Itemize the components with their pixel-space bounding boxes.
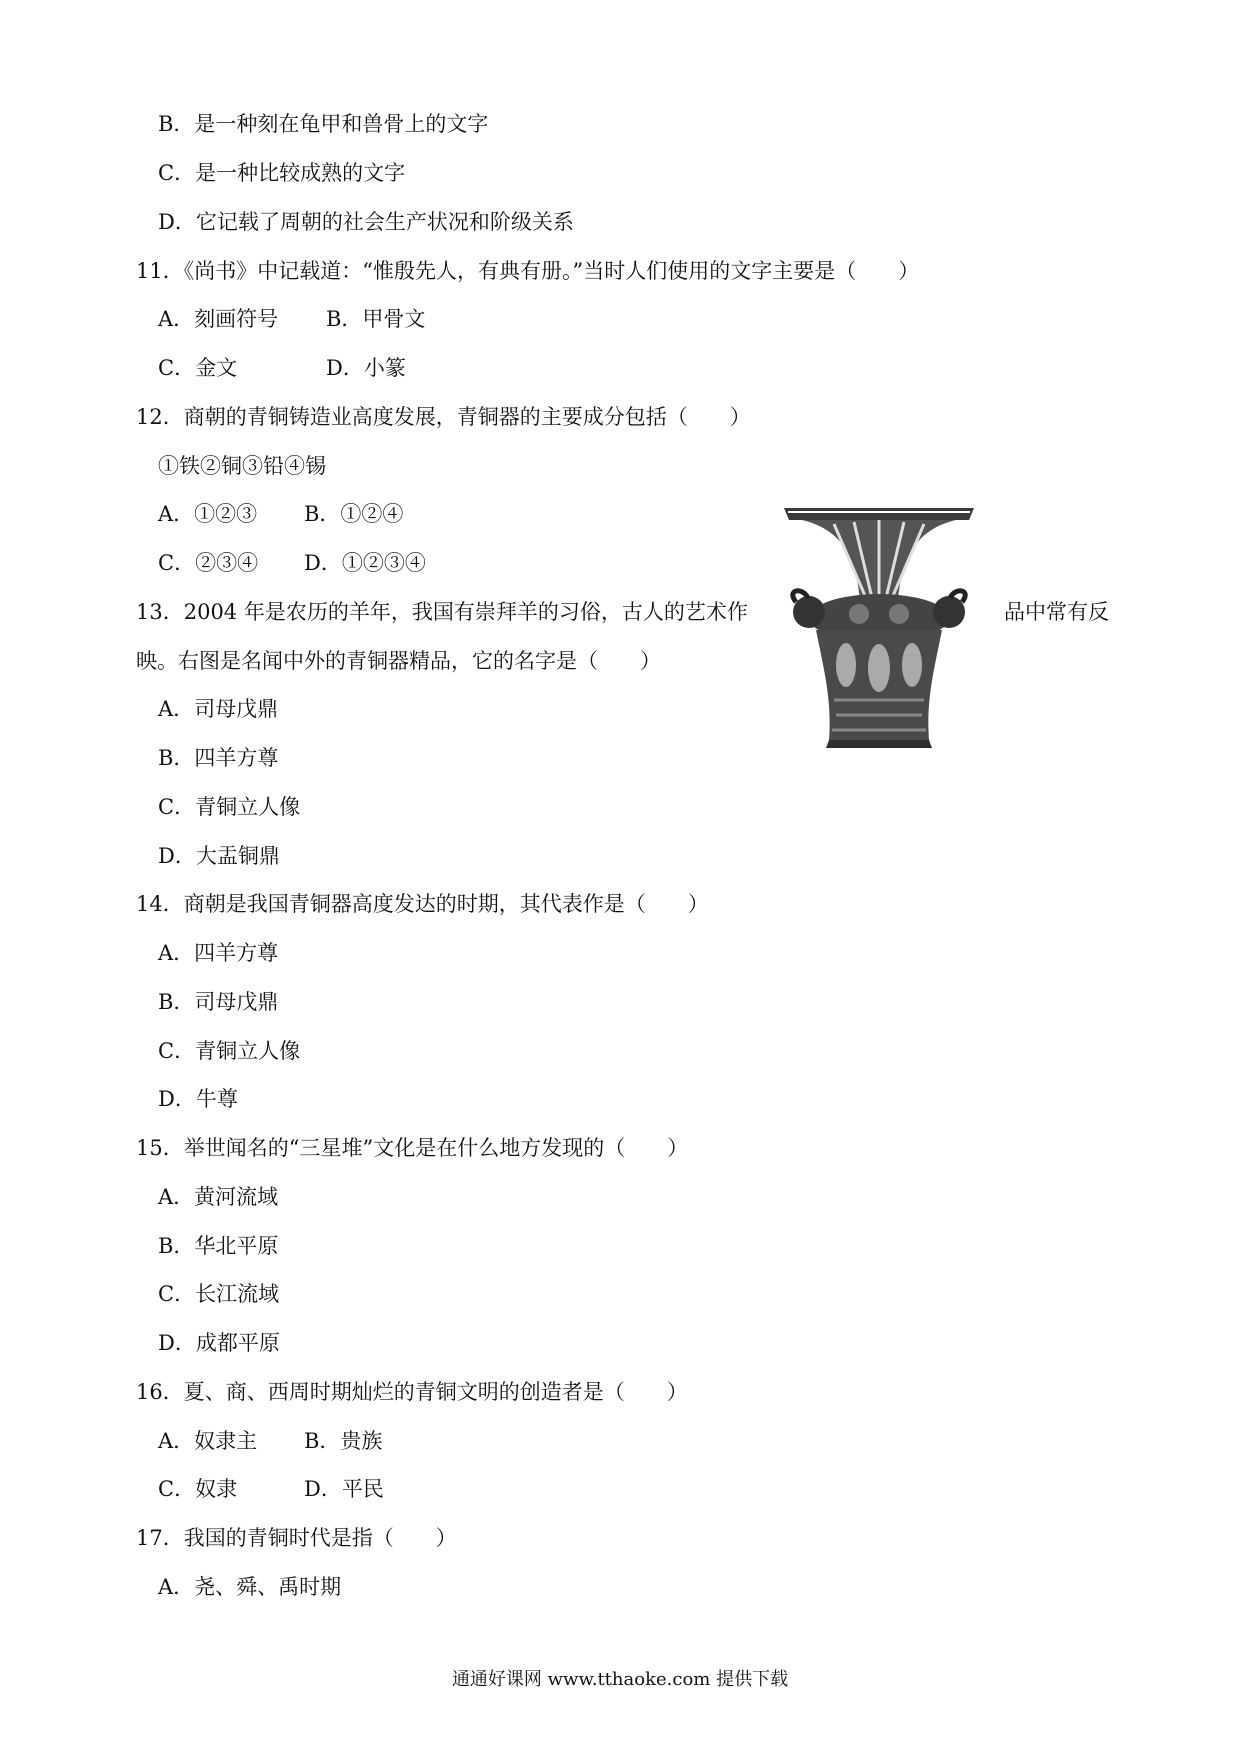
- q12-option-c: C．②③④: [158, 551, 259, 575]
- page-footer: 通通好课网 www.tthaoke.com 提供下载: [451, 1669, 789, 1690]
- q13-stem-line1-tail: 品中常有反: [1004, 600, 1109, 624]
- q17-option-a: A．尧、舜、禹时期: [158, 1575, 342, 1599]
- q16-option-b: B．贵族: [304, 1429, 383, 1453]
- q16-stem: 16．夏、商、西周时期灿烂的青铜文明的创造者是（ ）: [136, 1380, 688, 1404]
- q11-option-d: D．小篆: [326, 356, 406, 380]
- q13-option-d: D．大盂铜鼎: [158, 844, 280, 868]
- q14-stem: 14．商朝是我国青铜器高度发达的时期，其代表作是（ ）: [136, 892, 709, 916]
- q12-stem: 12．商朝的青铜铸造业高度发展，青铜器的主要成分包括（ ）: [136, 405, 751, 429]
- q12-items: ①铁②铜③铅④锡: [158, 454, 326, 478]
- q16-option-a: A．奴隶主: [158, 1429, 258, 1453]
- q13-option-a: A．司母戊鼎: [158, 697, 279, 721]
- q11-option-a: A．刻画符号: [158, 307, 279, 331]
- q14-option-d: D．牛尊: [158, 1087, 238, 1111]
- q12-option-a: A．①②③: [158, 502, 258, 526]
- q12-option-b: B．①②④: [304, 502, 404, 526]
- q11-option-c: C．金文: [158, 356, 238, 380]
- q15-option-d: D．成都平原: [158, 1331, 280, 1355]
- q13-option-b: B．四羊方尊: [158, 746, 279, 770]
- q15-stem: 15．举世闻名的“三星堆”文化是在什么地方发现的（ ）: [136, 1136, 689, 1160]
- q12-option-d: D．①②③④: [304, 551, 426, 575]
- q14-option-c: C．青铜立人像: [158, 1039, 301, 1063]
- q10-option-c: C．是一种比较成熟的文字: [158, 161, 406, 185]
- q16-option-c: C．奴隶: [158, 1477, 238, 1501]
- bronze-vessel-figure: [774, 490, 984, 765]
- q10-option-d: D．它记载了周朝的社会生产状况和阶级关系: [158, 210, 574, 234]
- q10-option-b: B．是一种刻在龟甲和兽骨上的文字: [158, 112, 489, 136]
- q11-stem: 11．《尚书》中记载道：“惟殷先人，有典有册。”当时人们使用的文字主要是（ ）: [136, 259, 920, 283]
- q11-option-b: B．甲骨文: [326, 307, 426, 331]
- q17-stem: 17．我国的青铜时代是指（ ）: [136, 1526, 457, 1550]
- q14-option-a: A．四羊方尊: [158, 941, 279, 965]
- q15-option-c: C．长江流域: [158, 1282, 280, 1306]
- q15-option-a: A．黄河流域: [158, 1185, 279, 1209]
- q13-stem-line1: 13．2004 年是农历的羊年，我国有崇拜羊的习俗，古人的艺术作: [136, 600, 748, 624]
- q14-option-b: B．司母戊鼎: [158, 990, 279, 1014]
- q16-option-d: D．平民: [304, 1477, 384, 1501]
- q13-stem-line2: 映。右图是名闻中外的青铜器精品，它的名字是（ ）: [136, 649, 661, 673]
- q15-option-b: B．华北平原: [158, 1234, 279, 1258]
- q13-option-c: C．青铜立人像: [158, 795, 301, 819]
